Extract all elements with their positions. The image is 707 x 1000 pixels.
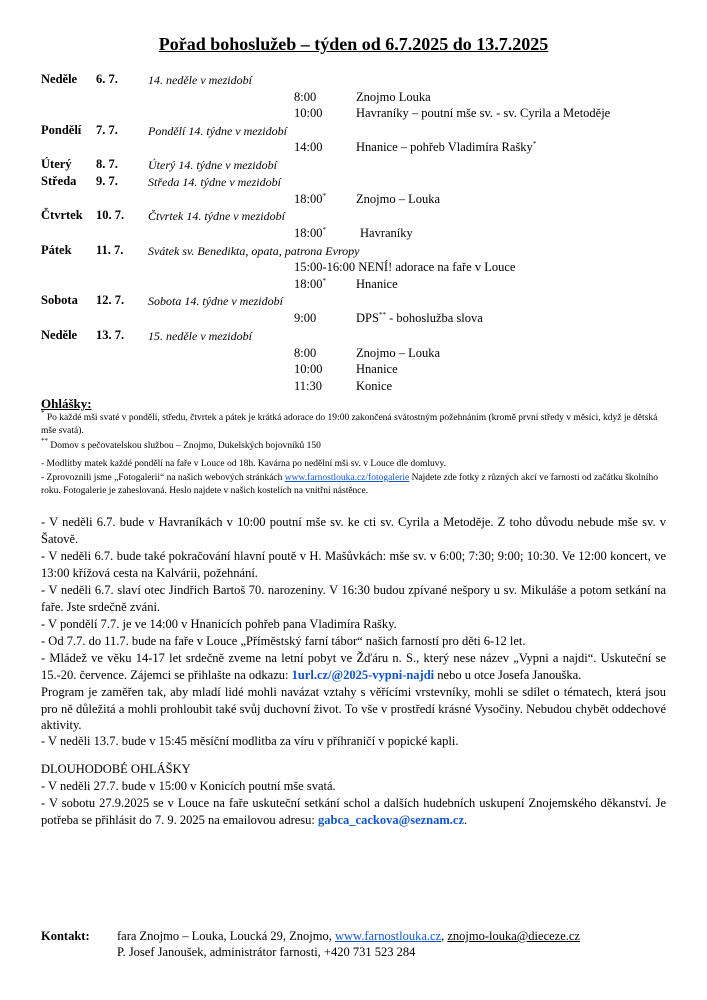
page-title: Pořad bohoslužeb – týden od 6.7.2025 do 13.7.2025 — [158, 34, 549, 54]
note-text: - Zprovoznili jsme „Fotogalerii“ na našich webových stránkách — [41, 473, 285, 483]
announcement-paragraph — [41, 650, 666, 683]
service-time: 14:00 — [294, 140, 323, 154]
note-text: Po každé mši svaté v pondělí, středu, čtvrtek a pátek je krátká adorace do 19:00 zakončená svátostným požehnáním (kromě první středy v měsíci, když je dětská mše svatá). — [41, 413, 658, 436]
address-separator: , — [441, 929, 448, 943]
contact-label: Kontakt: — [41, 929, 90, 943]
day-name: Pondělí — [41, 123, 82, 137]
liturgy-label: Úterý 14. týdne v mezidobí — [148, 158, 277, 172]
service-time: 8:00 — [294, 346, 317, 360]
service-place: Havraníky — [360, 226, 413, 240]
day-date: 12. 7. — [96, 293, 125, 307]
website-link[interactable]: www.farnostlouka.cz — [335, 929, 442, 943]
day-name: Čtvrtek — [41, 208, 83, 222]
footnote-mark: * — [41, 409, 45, 417]
announcement-note — [41, 472, 666, 498]
contact-email-link[interactable]: znojmo-louka@dieceze.cz — [447, 929, 580, 943]
note-text: Najdete zde fotky z různých akcí ve farnosti od začátku školního roku. Fotogalerie je zaheslovaná. Heslo najdete v našich kostelích na vnitřní nástěnce. — [41, 473, 658, 496]
day-date: 9. 7. — [96, 174, 118, 188]
address-text: fara Znojmo – Louka, Loucká 29, Znojmo, — [117, 929, 335, 943]
item-text: - V sobotu 27.9.2025 se v Louce na faře uskuteční setkání schol a dalších hudebních uskupení Znojemského děkanství. Je potřeba se přihlásit do 7. 9. 2025 na emailovou adresu: — [41, 796, 666, 827]
item-text: . — [464, 812, 468, 827]
announcement-paragraph: - V neděli 6.7. bude v Havraníkách v 10:00 poutní mše sv. ke cti sv. Cyrila a Metoděje. Z toho důvodu nebude mše sv. v Šatově. — [41, 515, 666, 546]
announcement-note — [41, 409, 666, 438]
announcements-heading: Ohlášky: — [41, 396, 92, 411]
liturgy-label: Čtvrtek 14. týdne v mezidobí — [148, 209, 285, 223]
paragraph-text: - Mládež ve věku 14-17 let srdečně zveme na letní pobyt ve Žďáru n. S., který nese název „Vypni a najdi“. Uskuteční se 15.-20. července. Zájemci se přihlašte na odkazu: — [41, 651, 666, 682]
liturgy-label: 15. neděle v mezidobí — [148, 329, 252, 343]
service-place: Hnanice — [356, 277, 398, 291]
announcement-paragraph: - V pondělí 7.7. je ve 14:00 v Hnanicích pohřeb pana Vladimíra Rašky. — [41, 617, 397, 631]
note-text: Domov s pečovatelskou službou – Znojmo, Dukelských bojovníků 150 — [48, 441, 321, 451]
service-time: 10:00 — [294, 106, 323, 120]
day-date: 13. 7. — [96, 328, 125, 342]
day-name: Neděle — [41, 328, 78, 342]
service-time-text: 18:00 — [294, 277, 323, 291]
liturgy-label: Sobota 14. týdne v mezidobí — [148, 294, 283, 308]
contact-person: P. Josef Janoušek, administrátor farnosti, +420 731 523 284 — [117, 945, 416, 959]
day-name: Úterý — [41, 157, 72, 171]
footnote-mark: ** — [378, 311, 386, 319]
contact-address — [117, 928, 580, 944]
announcement-paragraph: - V neděli 6.7. bude také pokračování hlavní poutě v H. Mašůvkách: mše sv. v 6:00; 7:30; 9:00; 10:30. Ve 12:00 koncert, ve 13:00 křížová cesta na Kalvárii, požehnání. — [41, 549, 666, 580]
footnote-mark: * — [532, 140, 537, 148]
day-date: 7. 7. — [96, 123, 118, 137]
day-date: 6. 7. — [96, 72, 118, 86]
service-time: 10:00 — [294, 362, 323, 376]
service-time: 15:00-16:00 NENÍ! adorace na faře v Louce — [294, 260, 516, 274]
paragraph-text: nebo u otce Josefa Janouška. — [434, 667, 582, 682]
announcement-note — [41, 437, 666, 453]
footnote-mark: * — [322, 226, 326, 234]
day-name: Středa — [41, 174, 77, 188]
liturgy-label: Pondělí 14. týdne v mezidobí — [148, 124, 287, 138]
service-time — [294, 192, 326, 207]
service-time: 9:00 — [294, 311, 317, 325]
service-place: Havraníky – poutní mše sv. - sv. Cyrila a Metoděje — [356, 106, 611, 120]
service-place-text: DPS — [356, 311, 379, 325]
service-place: Znojmo – Louka — [356, 346, 441, 360]
footnote-mark: ** — [41, 437, 48, 445]
service-time: 8:00 — [294, 90, 317, 104]
service-time — [294, 277, 326, 292]
service-time-text: 18:00 — [294, 192, 323, 206]
footnote-mark: * — [322, 192, 326, 200]
fotogalerie-link[interactable]: www.farnostlouka.cz/fotogalerie — [284, 473, 410, 483]
announcement-paragraph: Program je zaměřen tak, aby mladí lidé mohli navázat vztahy s věřícími vrstevníky, mohli se sdílet o tématech, která jsou pro ně důležitá a mohli prohloubit také svůj duchovní život. To vše v prostředí krásné Vysočiny. Nebudou chybět oddechové aktivity. — [41, 685, 666, 732]
service-place: Znojmo – Louka — [356, 192, 441, 206]
service-time — [294, 226, 326, 241]
announcement-paragraph: - V neděli 6.7. slaví otec Jindřich Bartoš 70. narozeniny. V 16:30 budou zpívané nešpory u sv. Mikuláše a potom setkání na faře. Jste srdečně zváni. — [41, 583, 666, 614]
service-place-suffix: - bohoslužba slova — [385, 311, 483, 325]
service-time: 11:30 — [294, 379, 323, 393]
day-date: 8. 7. — [96, 157, 118, 171]
registration-link[interactable]: 1url.cz/@2025-vypni-najdi — [291, 667, 435, 682]
email-link[interactable]: gabca_cackova@seznam.cz — [318, 812, 465, 827]
service-time-text: 18:00 — [294, 226, 323, 240]
service-place — [356, 140, 536, 155]
announcement-paragraph: - Od 7.7. do 11.7. bude na faře v Louce „Příměstský farní tábor“ našich farností pro děti 6-12 let. — [41, 634, 526, 648]
service-place-text: Hnanice – pohřeb Vladimíra Rašky — [356, 140, 533, 154]
announcement-paragraph: - V neděli 13.7. bude v 15:45 měsíční modlitba za víru v příhraničí v popické kapli. — [41, 734, 459, 748]
service-place: Hnanice — [356, 362, 398, 376]
liturgy-label: Středa 14. týdne v mezidobí — [148, 175, 281, 189]
long-term-item: - V neděli 27.7. bude v 15:00 v Konicích poutní mše svatá. — [41, 779, 336, 793]
liturgy-label: 14. neděle v mezidobí — [148, 73, 252, 87]
day-name: Pátek — [41, 243, 72, 257]
footnote-mark: * — [322, 277, 326, 285]
service-place: Konice — [356, 379, 393, 393]
day-name: Neděle — [41, 72, 78, 86]
long-term-item — [41, 795, 666, 828]
announcement-note: - Modlitby matek každé pondělí na faře v Louce od 18h. Kavárna po nedělní mši sv. v Louce dle domluvy. — [41, 459, 447, 469]
liturgy-label: Svátek sv. Benedikta, opata, patrona Evropy — [148, 244, 360, 258]
service-place — [356, 311, 483, 326]
day-date: 11. 7. — [96, 243, 124, 257]
day-date: 10. 7. — [96, 208, 125, 222]
service-place: Znojmo Louka — [356, 90, 431, 104]
long-term-heading: DLOUHODOBÉ OHLÁŠKY — [41, 762, 191, 776]
day-name: Sobota — [41, 293, 78, 307]
